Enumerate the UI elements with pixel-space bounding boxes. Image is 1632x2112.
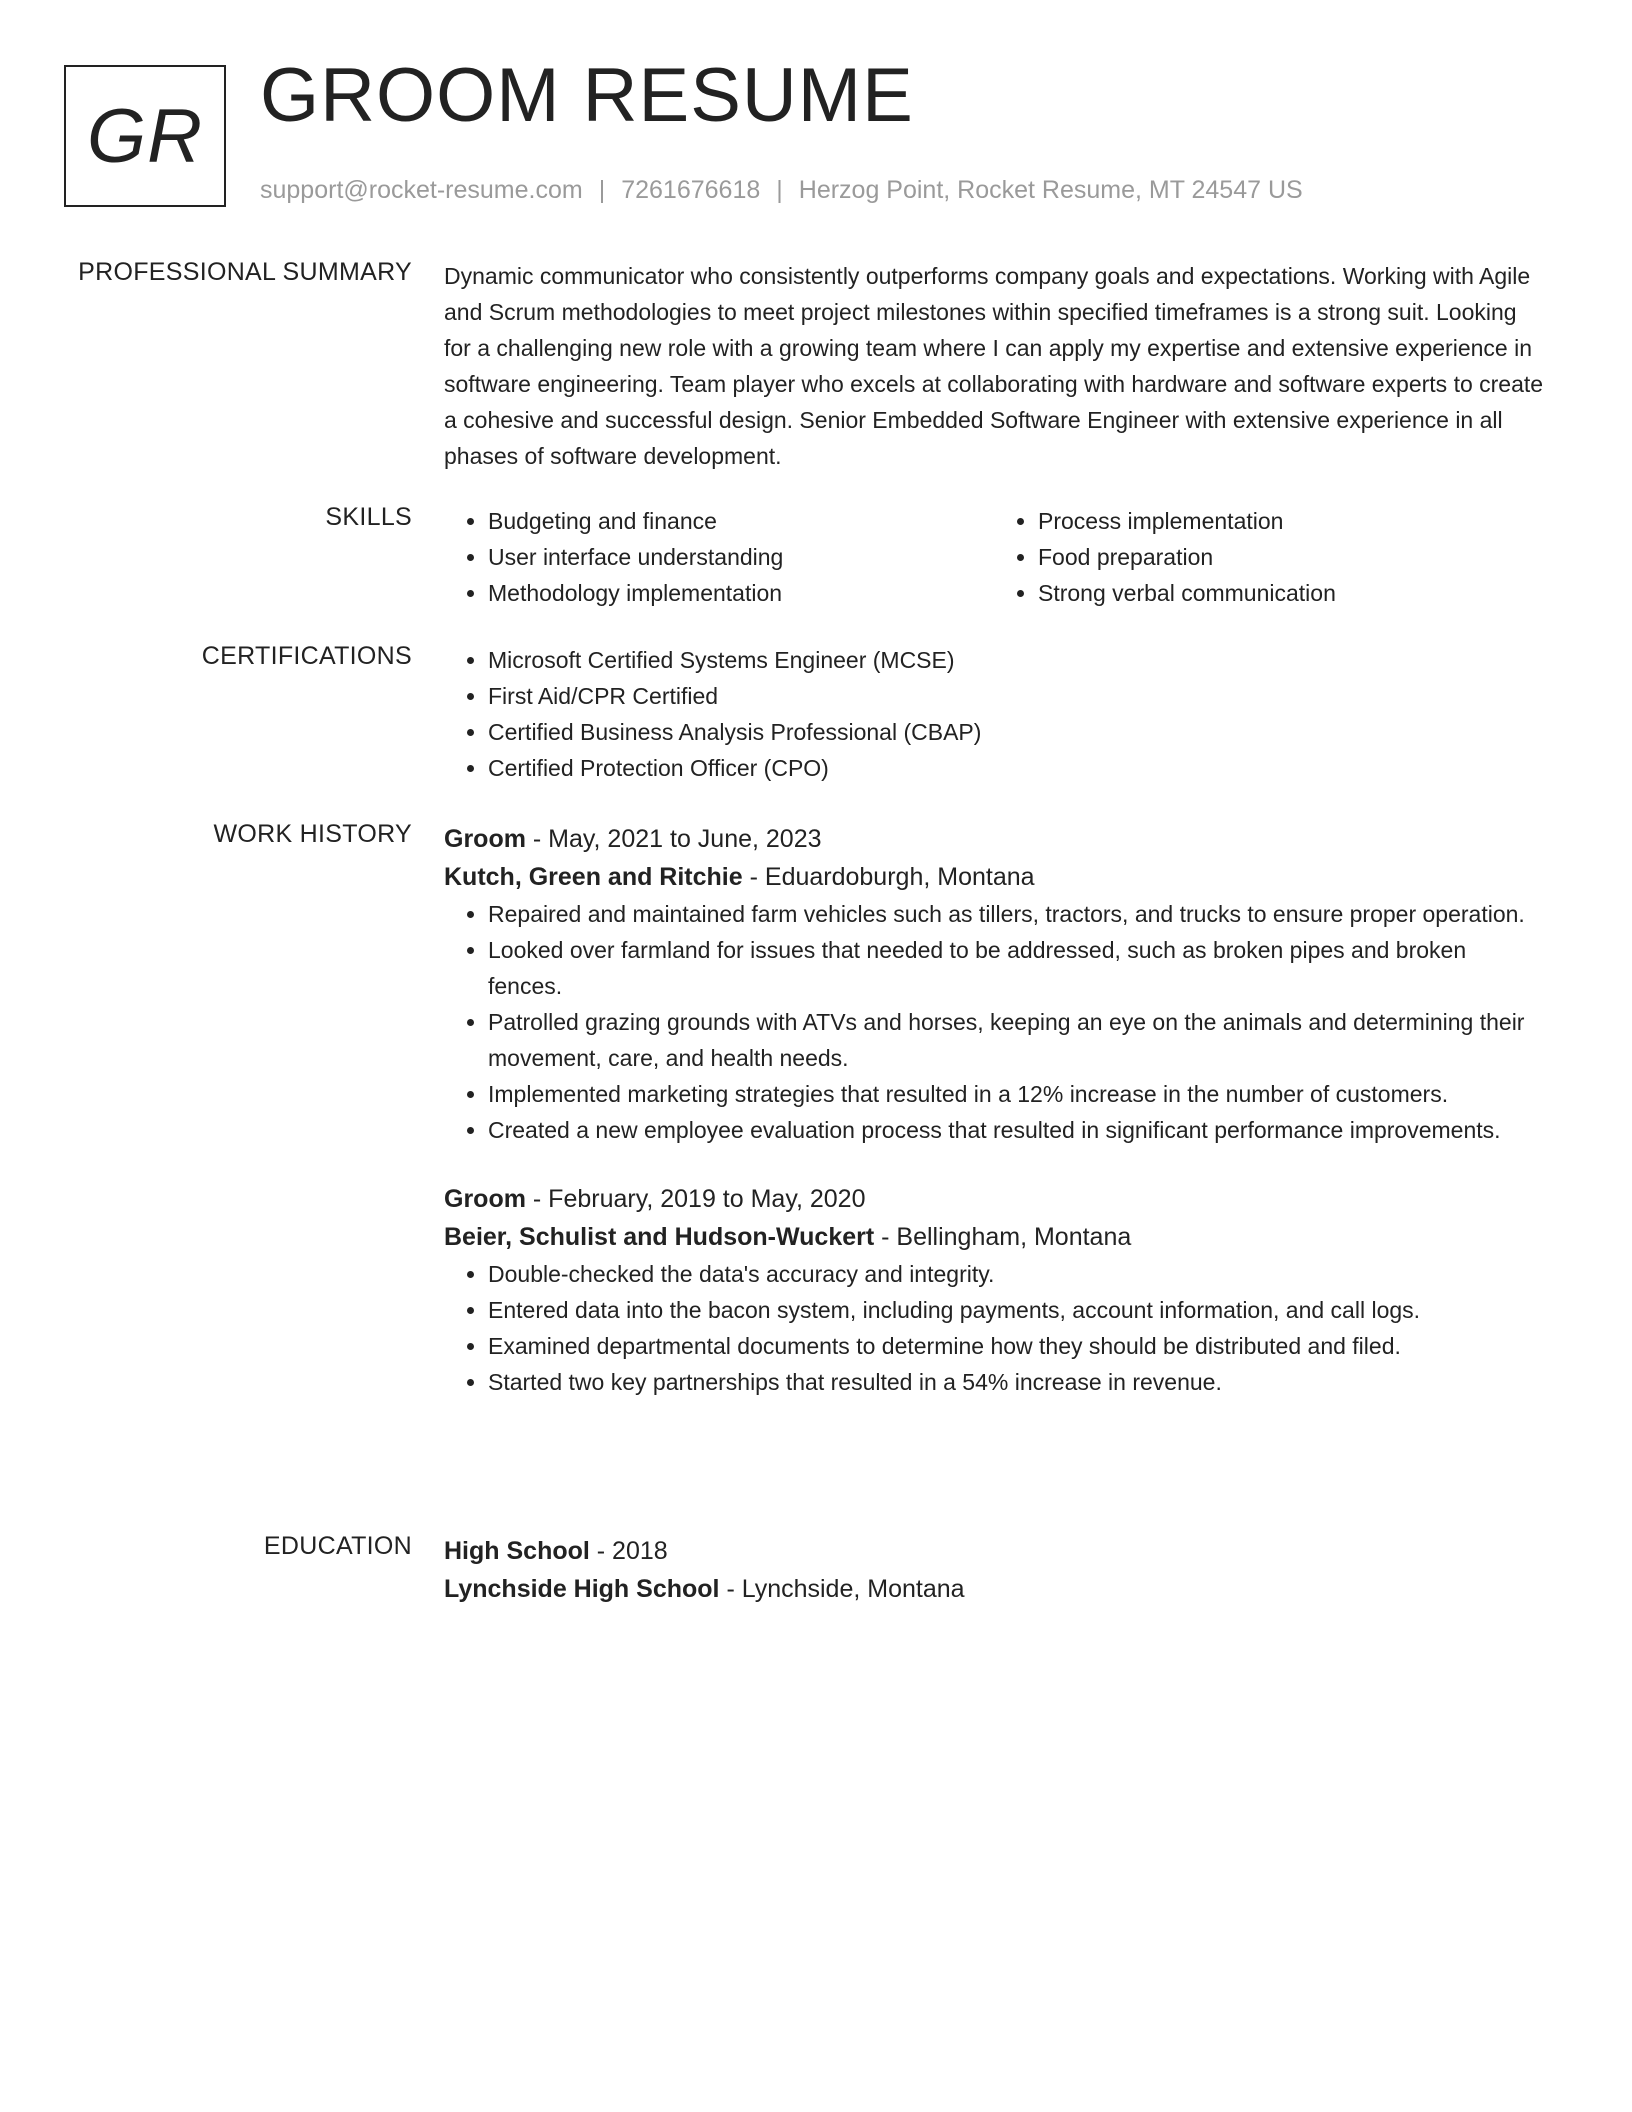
job-location: - Eduardoburgh, Montana xyxy=(742,863,1035,891)
job-company-line xyxy=(444,1218,1544,1256)
education-school: Lynchside High School xyxy=(444,1575,720,1603)
monogram-initials: GR xyxy=(87,93,203,179)
job-location: - Bellingham, Montana xyxy=(874,1223,1132,1251)
certification-item: • Microsoft Certified Systems Engineer (MCSE) xyxy=(488,642,1544,678)
skills-list-right xyxy=(994,503,1544,611)
job-duty: • Created a new employee evaluation process that resulted in significant performance improvements. xyxy=(488,1112,1544,1148)
job-role: Groom xyxy=(444,1185,526,1213)
job-dates: - May, 2021 to June, 2023 xyxy=(525,825,822,853)
contact-email: support@rocket-resume.com xyxy=(260,176,583,204)
monogram-box xyxy=(64,65,226,207)
job-role: Groom xyxy=(444,825,526,853)
job-entry xyxy=(444,1180,1544,1400)
job-title-line xyxy=(444,1180,1544,1218)
job-company: Beier, Schulist and Hudson-Wuckert xyxy=(444,1223,875,1251)
job-duty: • Double-checked the data's accuracy and integrity. xyxy=(488,1256,1544,1292)
contact-separator: | xyxy=(598,176,606,204)
education-degree-line xyxy=(444,1532,1544,1570)
job-company-line xyxy=(444,858,1544,896)
education-school-line xyxy=(444,1570,1544,1608)
job-duty: • Implemented marketing strategies that resulted in a 12% increase in the number of customers. xyxy=(488,1076,1544,1112)
education-location: - Lynchside, Montana xyxy=(719,1575,965,1603)
job-duty: • Repaired and maintained farm vehicles such as tillers, tractors, and trucks to ensure proper operation. xyxy=(488,896,1544,932)
certifications-body xyxy=(444,642,1544,786)
education-body xyxy=(444,1532,1544,1608)
contact-separator: | xyxy=(776,176,783,204)
job-duty: • Examined departmental documents to determine how they should be distributed and filed. xyxy=(488,1328,1544,1364)
contact-address: Herzog Point, Rocket Resume, MT 24547 US xyxy=(798,176,1303,204)
education-year: - 2018 xyxy=(589,1537,668,1565)
skill-item: • Process implementation xyxy=(1038,503,1544,539)
work-history-body xyxy=(444,820,1544,1400)
resume-name: GROOM RESUME xyxy=(260,53,914,138)
education-heading: EDUCATION xyxy=(263,1532,412,1560)
certification-item: • Certified Business Analysis Professional (CBAP) xyxy=(488,714,1544,750)
job-duty: • Started two key partnerships that resulted in a 54% increase in revenue. xyxy=(488,1364,1544,1400)
job-duty: • Looked over farmland for issues that needed to be addressed, such as broken pipes and broken fences. xyxy=(488,932,1544,1004)
job-company: Kutch, Green and Ritchie xyxy=(444,863,743,891)
skill-item: • Strong verbal communication xyxy=(1038,575,1544,611)
job-entry xyxy=(444,820,1544,1148)
skill-item: • User interface understanding xyxy=(488,539,994,575)
skills-heading: SKILLS xyxy=(325,503,412,531)
certification-item: • Certified Protection Officer (CPO) xyxy=(488,750,1544,786)
job-duties-list xyxy=(444,1256,1544,1400)
job-duties-list xyxy=(444,896,1544,1148)
skills-body xyxy=(444,503,1544,611)
certifications-list xyxy=(444,642,1544,786)
contact-line xyxy=(260,176,1303,205)
certification-item: • First Aid/CPR Certified xyxy=(488,678,1544,714)
contact-phone: 7261676618 xyxy=(621,176,761,204)
skill-item: • Budgeting and finance xyxy=(488,503,994,539)
skill-item: • Food preparation xyxy=(1038,539,1544,575)
job-title-line xyxy=(444,820,1544,858)
job-duty: • Entered data into the bacon system, including payments, account information, and call logs. xyxy=(488,1292,1544,1328)
work-history-heading: WORK HISTORY xyxy=(213,820,412,848)
summary-text: Dynamic communicator who consistently outperforms company goals and expectations. Working with Agile and Scrum methodologies to meet project milestones within specified timeframes is a strong suit. Looking for a challenging new role with a growing team where I can apply my expertise and extensive experience in software engineering. Team player who excels at collaborating with hardware and software experts to create a cohesive and successful design. Senior Embedded Software Engineer with extensive experience in all phases of software development. xyxy=(444,263,1544,469)
summary-heading: PROFESSIONAL SUMMARY xyxy=(78,258,412,286)
education-degree: High School xyxy=(444,1537,590,1565)
summary-body xyxy=(444,258,1544,474)
certifications-heading: CERTIFICATIONS xyxy=(201,642,412,670)
job-duty: • Patrolled grazing grounds with ATVs and horses, keeping an eye on the animals and determining their movement, care, and health needs. xyxy=(488,1004,1544,1076)
job-dates: - February, 2019 to May, 2020 xyxy=(525,1185,866,1213)
skills-list-left xyxy=(444,503,994,611)
skill-item: • Methodology implementation xyxy=(488,575,994,611)
